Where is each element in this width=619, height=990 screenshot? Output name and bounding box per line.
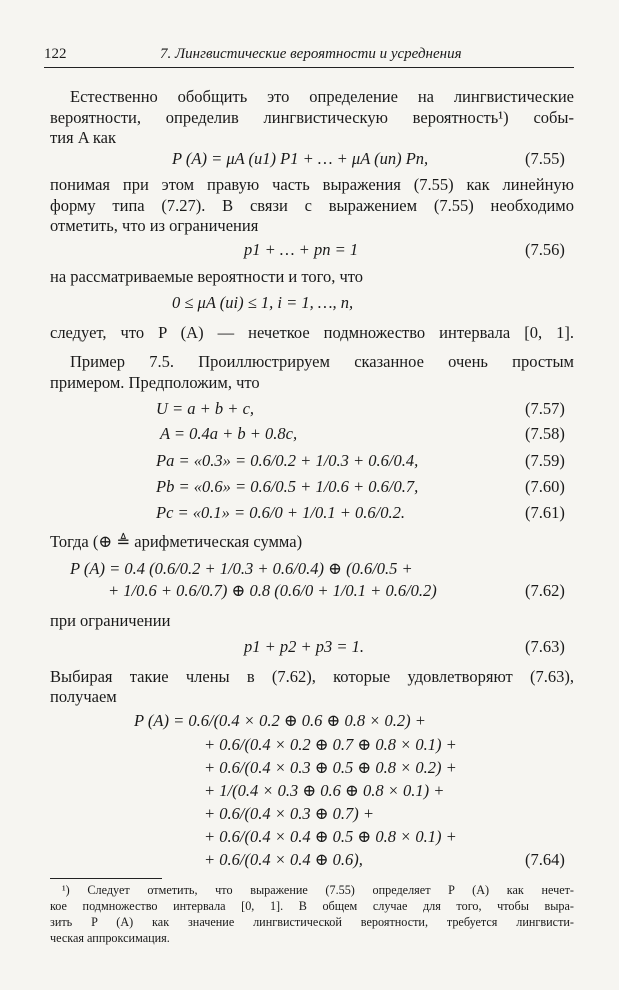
paragraph-line: на рассматриваемые вероятности и того, что <box>50 267 363 286</box>
equation-7-55: P (A) = μA (u1) P1 + … + μA (un) Pn, <box>172 149 429 168</box>
equation-number: (7.63) <box>525 637 565 656</box>
paragraph-line: вероятности, определив лингвистическую вероятность¹) собы- <box>50 108 574 127</box>
equation-7-64-line-3: + 0.6/(0.4 × 0.3 ⊕ 0.5 ⊕ 0.8 × 0.2) + <box>204 758 457 777</box>
header-rule <box>44 67 574 68</box>
footnote-line: зить P (A) как значение лингвистической вероятности, требуется лингвисти- <box>50 915 574 929</box>
paragraph-line: отметить, что из ограничения <box>50 216 259 235</box>
paragraph-line: примером. Предположим, что <box>50 373 260 392</box>
equation-number: (7.60) <box>525 477 565 496</box>
equation-7-56: p1 + … + pn = 1 <box>244 240 359 259</box>
paragraph-line: Естественно обобщить это определение на лингвистические <box>70 87 574 106</box>
running-title: 7. Лингвистические вероятности и усреднения <box>160 46 462 62</box>
equation-7-64-line-7: + 0.6/(0.4 × 0.4 ⊕ 0.6), <box>204 850 363 869</box>
paragraph-line: понимая при этом правую часть выражения (7.55) как линейную <box>50 175 574 194</box>
equation-7-59: Pa = «0.3» = 0.6/0.2 + 1/0.3 + 0.6/0.4, <box>156 451 419 470</box>
equation-number: (7.56) <box>525 240 565 259</box>
example-heading-line: Пример 7.5. Проиллюстрируем сказанное очень простым <box>70 352 574 371</box>
paragraph-line: форму типа (7.27). В связи с выражением (7.55) необходимо <box>50 196 574 215</box>
equation-number: (7.55) <box>525 149 565 168</box>
footnote-rule <box>50 878 162 879</box>
inequality: 0 ≤ μA (ui) ≤ 1, i = 1, …, n, <box>172 293 354 312</box>
page-number: 122 <box>44 46 67 62</box>
footnote-line: ческая аппроксимация. <box>50 931 170 945</box>
equation-number: (7.58) <box>525 424 565 443</box>
paragraph-line: получаем <box>50 687 117 706</box>
equation-number: (7.61) <box>525 503 565 522</box>
equation-number: (7.57) <box>525 399 565 418</box>
equation-7-64-line-5: + 0.6/(0.4 × 0.3 ⊕ 0.7) + <box>204 804 375 823</box>
equation-7-62-line-1: P (A) = 0.4 (0.6/0.2 + 1/0.3 + 0.6/0.4) ⊕ (0.6/0.5 + <box>70 559 413 578</box>
equation-7-57: U = a + b + c, <box>156 399 255 418</box>
equation-7-62-line-2: + 1/0.6 + 0.6/0.7) ⊕ 0.8 (0.6/0 + 1/0.1 + 0.6/0.2) <box>108 581 437 600</box>
footnote-line: ¹) Следует отметить, что выражение (7.55) определяет P (A) как нечет- <box>62 883 574 897</box>
equation-7-63: p1 + p2 + p3 = 1. <box>244 637 365 656</box>
equation-number: (7.64) <box>525 850 565 869</box>
paragraph-line: следует, что P (A) — нечеткое подмножество интервала [0, 1]. <box>50 323 574 342</box>
equation-7-64-line-6: + 0.6/(0.4 × 0.4 ⊕ 0.5 ⊕ 0.8 × 0.1) + <box>204 827 457 846</box>
equation-7-64-line-4: + 1/(0.4 × 0.3 ⊕ 0.6 ⊕ 0.8 × 0.1) + <box>204 781 445 800</box>
equation-number: (7.62) <box>525 581 565 600</box>
equation-7-60: Pb = «0.6» = 0.6/0.5 + 1/0.6 + 0.6/0.7, <box>156 477 419 496</box>
footnote-line: кое подмножество интервала [0, 1]. В общем случае для того, чтобы выра- <box>50 899 574 913</box>
equation-7-64-line-1: P (A) = 0.6/(0.4 × 0.2 ⊕ 0.6 ⊕ 0.8 × 0.2) + <box>134 711 426 730</box>
paragraph-line: тия A как <box>50 128 116 147</box>
equation-7-58: A = 0.4a + b + 0.8c, <box>160 424 298 443</box>
equation-7-61: Pc = «0.1» = 0.6/0 + 1/0.1 + 0.6/0.2. <box>156 503 405 522</box>
paragraph-line: при ограничении <box>50 611 171 630</box>
paragraph-line: Тогда (⊕ ≜ арифметическая сумма) <box>50 532 303 551</box>
equation-number: (7.59) <box>525 451 565 470</box>
paragraph-line: Выбирая такие члены в (7.62), которые удовлетворяют (7.63), <box>50 667 574 686</box>
equation-7-64-line-2: + 0.6/(0.4 × 0.2 ⊕ 0.7 ⊕ 0.8 × 0.1) + <box>204 735 457 754</box>
